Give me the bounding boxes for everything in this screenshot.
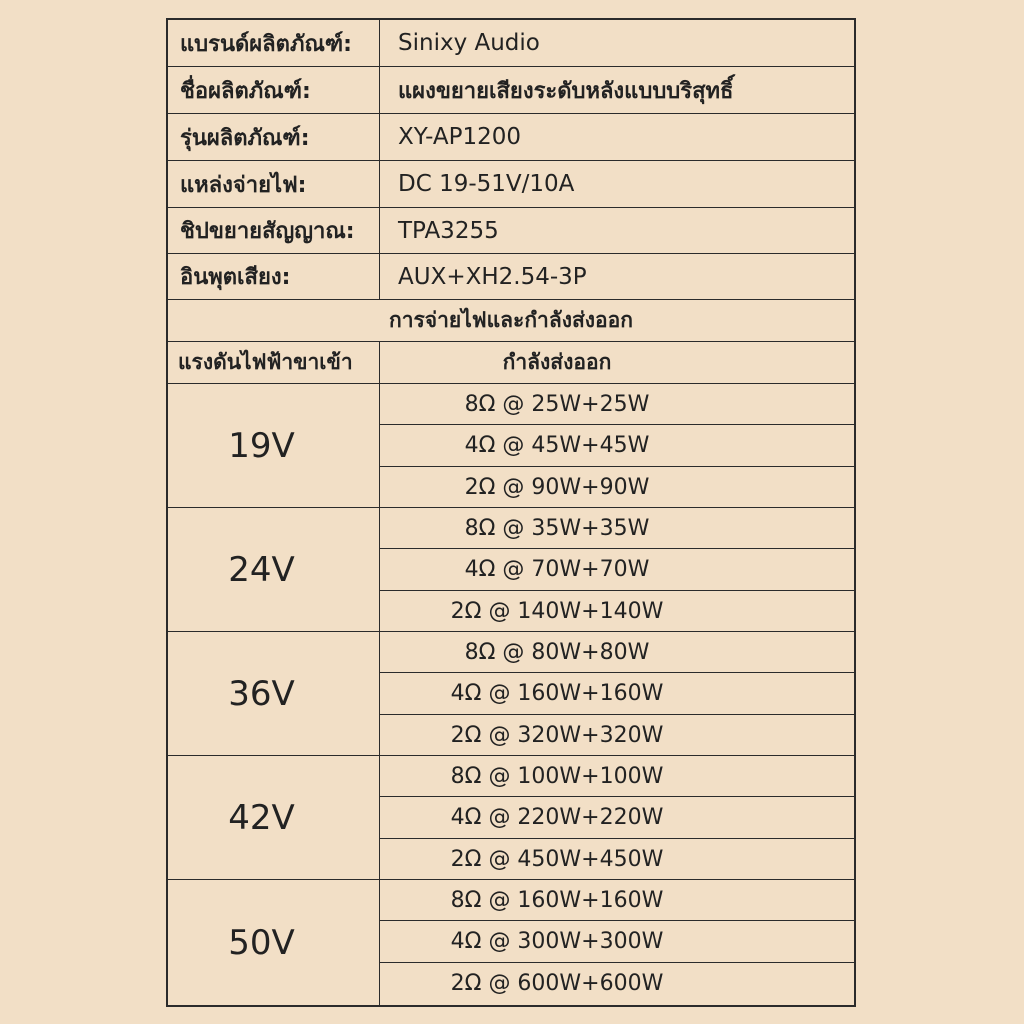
- spec-label: รุ่นผลิตภัณฑ์:: [168, 114, 380, 160]
- power-cell: 4Ω @ 160W+160W: [380, 673, 854, 714]
- spec-label: แบรนด์ผลิตภัณฑ์:: [168, 20, 380, 66]
- voltage-cell: 50V: [168, 880, 380, 1005]
- spec-row-model: [168, 114, 854, 161]
- power-cell: 2Ω @ 90W+90W: [464, 474, 650, 500]
- column-header-power: กำลังส่งออก: [502, 350, 612, 374]
- voltage-group: [168, 880, 854, 1005]
- spec-label: แหล่งจ่ายไฟ:: [168, 161, 380, 207]
- power-cell: 8Ω @ 80W+80W: [380, 632, 854, 673]
- power-cell: 4Ω @ 70W+70W: [380, 549, 854, 590]
- spec-row-audio-input: [168, 254, 854, 300]
- power-cell: 4Ω @ 45W+45W: [380, 425, 854, 466]
- spec-value: XY-AP1200: [398, 124, 522, 150]
- section-title: การจ่ายไฟและกำลังส่งออก: [168, 300, 854, 342]
- power-cell: 8Ω @ 35W+35W: [380, 508, 854, 549]
- spec-label: อินพุตเสียง:: [168, 254, 380, 299]
- voltage-group: [168, 632, 854, 756]
- spec-row-product-name: [168, 67, 854, 114]
- power-cell: 8Ω @ 100W+100W: [380, 756, 854, 797]
- power-cell: 8Ω @ 25W+25W: [380, 384, 854, 425]
- spec-label: ชื่อผลิตภัณฑ์:: [168, 67, 380, 113]
- column-header-voltage: แรงดันไฟฟ้าขาเข้า: [168, 342, 380, 383]
- power-cell: 2Ω @ 140W+140W: [450, 598, 664, 624]
- spec-value: AUX+XH2.54-3P: [398, 263, 587, 290]
- power-cell: 2Ω @ 600W+600W: [450, 970, 664, 996]
- spec-value: แผงขยายเสียงระดับหลังแบบบริสุทธิ์: [398, 78, 734, 104]
- voltage-cell: 19V: [168, 384, 380, 507]
- spec-value: DC 19-51V/10A: [398, 171, 575, 197]
- spec-value: Sinixy Audio: [398, 30, 540, 56]
- spec-row-brand: [168, 20, 854, 67]
- spec-row-power-supply: [168, 161, 854, 208]
- power-cell: 4Ω @ 220W+220W: [380, 797, 854, 838]
- spec-value: TPA3255: [398, 217, 499, 244]
- voltage-group: [168, 756, 854, 880]
- spec-table: [166, 18, 856, 1007]
- column-header-row: [168, 342, 854, 384]
- power-cell: 2Ω @ 320W+320W: [450, 722, 664, 748]
- voltage-group: [168, 508, 854, 632]
- voltage-cell: 24V: [168, 508, 380, 631]
- voltage-cell: 42V: [168, 756, 380, 879]
- spec-label: ชิปขยายสัญญาณ:: [168, 208, 380, 253]
- spec-row-chip: [168, 208, 854, 254]
- power-cell: 4Ω @ 300W+300W: [380, 921, 854, 962]
- power-cell: 8Ω @ 160W+160W: [380, 880, 854, 921]
- voltage-group: [168, 384, 854, 508]
- voltage-cell: 36V: [168, 632, 380, 755]
- power-cell: 2Ω @ 450W+450W: [450, 846, 664, 872]
